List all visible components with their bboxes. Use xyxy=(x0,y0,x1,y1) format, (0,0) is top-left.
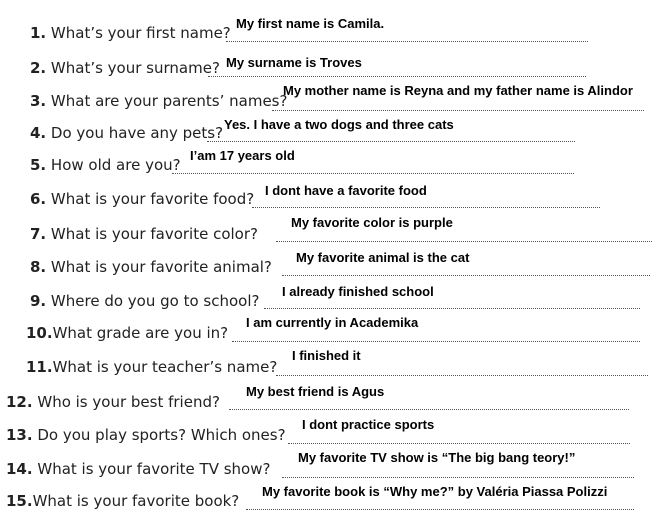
question-5: 5. How old are you? xyxy=(30,156,181,174)
question-row-6 xyxy=(0,182,662,216)
question-14: 14. What is your favorite TV show? xyxy=(6,460,271,478)
question-row-12 xyxy=(0,383,662,417)
question-row-8 xyxy=(0,250,662,284)
question-7: 7. What is your favorite color? xyxy=(30,225,258,243)
answer-4: Yes. I have a two dogs and three cats xyxy=(224,117,454,132)
answer-line-4 xyxy=(207,140,575,142)
answer-12: My best friend is Agus xyxy=(246,384,385,399)
answer-11: I finished it xyxy=(292,348,361,363)
answer-9: I already finished school xyxy=(282,284,434,299)
answer-line-11 xyxy=(276,374,648,376)
answer-line-8 xyxy=(282,274,650,276)
question-12: 12. Who is your best friend? xyxy=(6,393,220,411)
answer-line-14 xyxy=(282,476,634,478)
question-4: 4. Do you have any pets? xyxy=(30,124,224,142)
question-row-1 xyxy=(0,18,662,52)
answer-2: My surname is Troves xyxy=(226,55,362,70)
answer-line-15 xyxy=(246,508,634,510)
question-row-3 xyxy=(0,85,662,119)
question-15: 15.What is your favorite book? xyxy=(6,492,240,510)
answer-14: My favorite TV show is “The big bang teory!” xyxy=(298,450,576,465)
question-row-10 xyxy=(0,315,662,349)
answer-8: My favorite animal is the cat xyxy=(296,250,470,265)
answer-line-7 xyxy=(276,240,652,242)
question-8: 8. What is your favorite animal? xyxy=(30,258,272,276)
question-row-2 xyxy=(0,53,662,87)
answer-3: My mother name is Reyna and my father name is Alindor xyxy=(283,83,633,98)
question-row-13 xyxy=(0,416,662,450)
answer-line-6 xyxy=(252,206,600,208)
question-1: 1. What’s your first name? xyxy=(30,24,231,42)
question-2: 2. What’s your surname? xyxy=(30,59,220,77)
question-row-15 xyxy=(0,483,662,517)
question-10: 10.What grade are you in? xyxy=(26,324,229,342)
question-13: 13. Do you play sports? Which ones? xyxy=(6,426,286,444)
answer-10: I am currently in Academika xyxy=(246,315,419,330)
answer-line-12 xyxy=(229,408,629,410)
question-3: 3. What are your parents’ names? xyxy=(30,92,288,110)
question-row-9 xyxy=(0,283,662,317)
answer-15: My favorite book is “Why me?” by Valéria Piassa Polizzi xyxy=(262,484,608,499)
answer-13: I dont practice sports xyxy=(302,417,435,432)
answer-7: My favorite color is purple xyxy=(291,215,453,230)
question-row-11 xyxy=(0,348,662,382)
answer-1: My first name is Camila. xyxy=(236,16,385,31)
answer-line-3 xyxy=(272,109,644,111)
question-row-4 xyxy=(0,118,662,152)
question-row-5 xyxy=(0,148,662,182)
answer-line-9 xyxy=(264,307,640,309)
question-row-7 xyxy=(0,216,662,250)
answer-line-2 xyxy=(208,75,586,77)
answer-line-5 xyxy=(172,172,574,174)
question-6: 6. What is your favorite food? xyxy=(30,190,255,208)
answer-line-10 xyxy=(232,340,640,342)
question-11: 11.What is your teacher’s name? xyxy=(26,358,278,376)
question-row-14 xyxy=(0,450,662,484)
answer-5: I’am 17 years old xyxy=(190,148,295,163)
answer-line-13 xyxy=(288,442,630,444)
answer-6: I dont have a favorite food xyxy=(265,183,427,198)
answer-line-1 xyxy=(226,40,588,42)
question-9: 9. Where do you go to school? xyxy=(30,292,260,310)
